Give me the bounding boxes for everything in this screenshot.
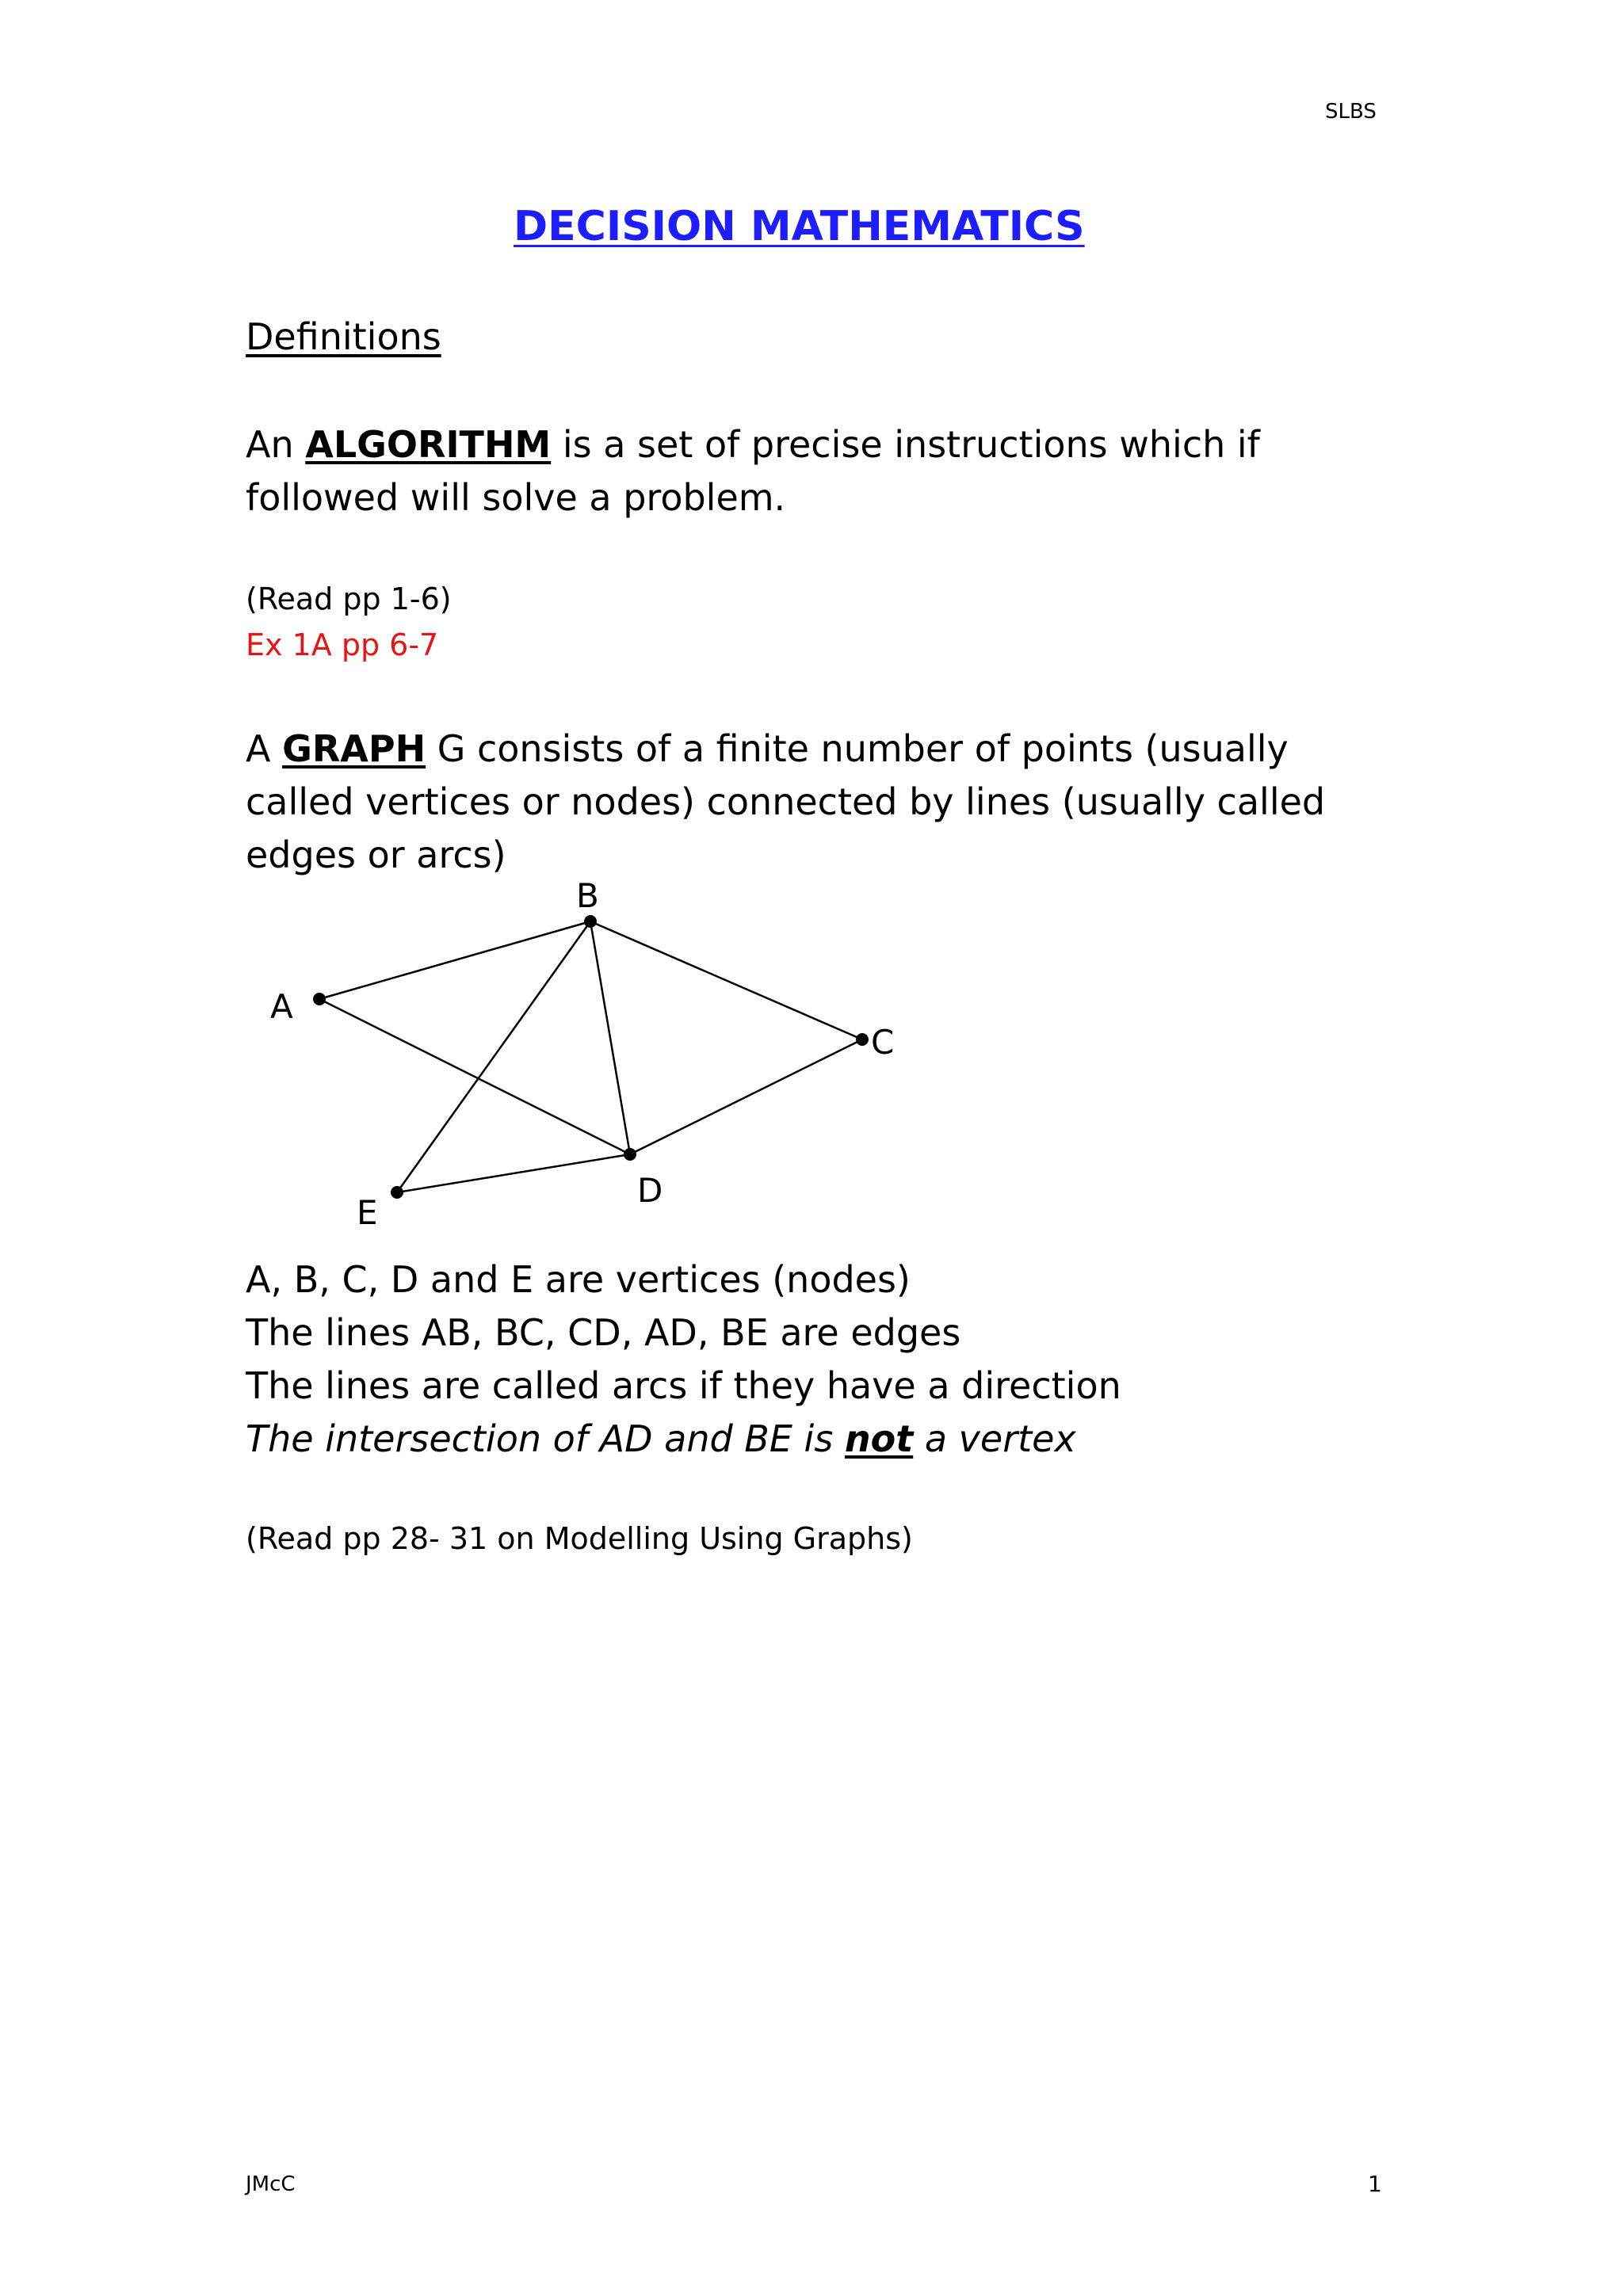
algorithm-prefix: An	[246, 423, 306, 466]
exercise-note: Ex 1A pp 6-7	[246, 627, 439, 662]
vertex-label-c: C	[871, 1023, 895, 1062]
vertex-label-d: D	[637, 1171, 663, 1210]
footer-author: JMcC	[246, 2172, 296, 2196]
graph-statements	[246, 1253, 1121, 1466]
vertex-a	[313, 993, 326, 1005]
statement-arcs: The lines are called arcs if they have a direction	[246, 1364, 1121, 1407]
section-heading: Definitions	[246, 315, 441, 358]
statement-edges: The lines AB, BC, CD, AD, BE are edges	[246, 1311, 961, 1354]
vertex-d	[624, 1148, 636, 1161]
graph-term: GRAPH	[282, 727, 426, 770]
edge-bc	[590, 921, 862, 1039]
vertex-e	[391, 1186, 403, 1199]
statement-intersection	[246, 1413, 1121, 1466]
page-number: 1	[1368, 2171, 1382, 2197]
edge-ab	[319, 921, 590, 999]
algorithm-term: ALGORITHM	[305, 423, 552, 466]
intersection-emphasis: not	[844, 1417, 914, 1460]
edge-cd	[630, 1039, 862, 1154]
vertex-label-a: A	[270, 987, 293, 1026]
vertex-c	[856, 1033, 869, 1046]
intersection-suffix: a vertex	[913, 1417, 1076, 1460]
vertex-b	[584, 915, 597, 928]
edge-ed	[397, 1154, 630, 1192]
read-note-2: (Read pp 28- 31 on Modelling Using Graphs)	[246, 1521, 913, 1556]
algorithm-rest: is a set of precise instructions which if followed will solve a problem.	[246, 423, 1260, 519]
statement-vertices: A, B, C, D and E are vertices (nodes)	[246, 1258, 911, 1301]
header-tag: SLBS	[1325, 100, 1377, 124]
edge-ad	[319, 999, 630, 1154]
graph-prefix: A	[246, 727, 283, 770]
intersection-prefix: The intersection of AD and BE is	[246, 1417, 845, 1460]
graph-rest: G consists of a finite number of points (usually called vertices or nodes) connected by lines (usually called edges or arcs)	[246, 727, 1326, 876]
edge-bd	[590, 921, 630, 1154]
read-note-1: (Read pp 1-6)	[246, 582, 452, 616]
vertex-label-e: E	[357, 1193, 378, 1232]
document-title: DECISION MATHEMATICS	[514, 203, 1085, 250]
vertex-label-b: B	[576, 876, 599, 915]
edge-be	[397, 921, 590, 1192]
